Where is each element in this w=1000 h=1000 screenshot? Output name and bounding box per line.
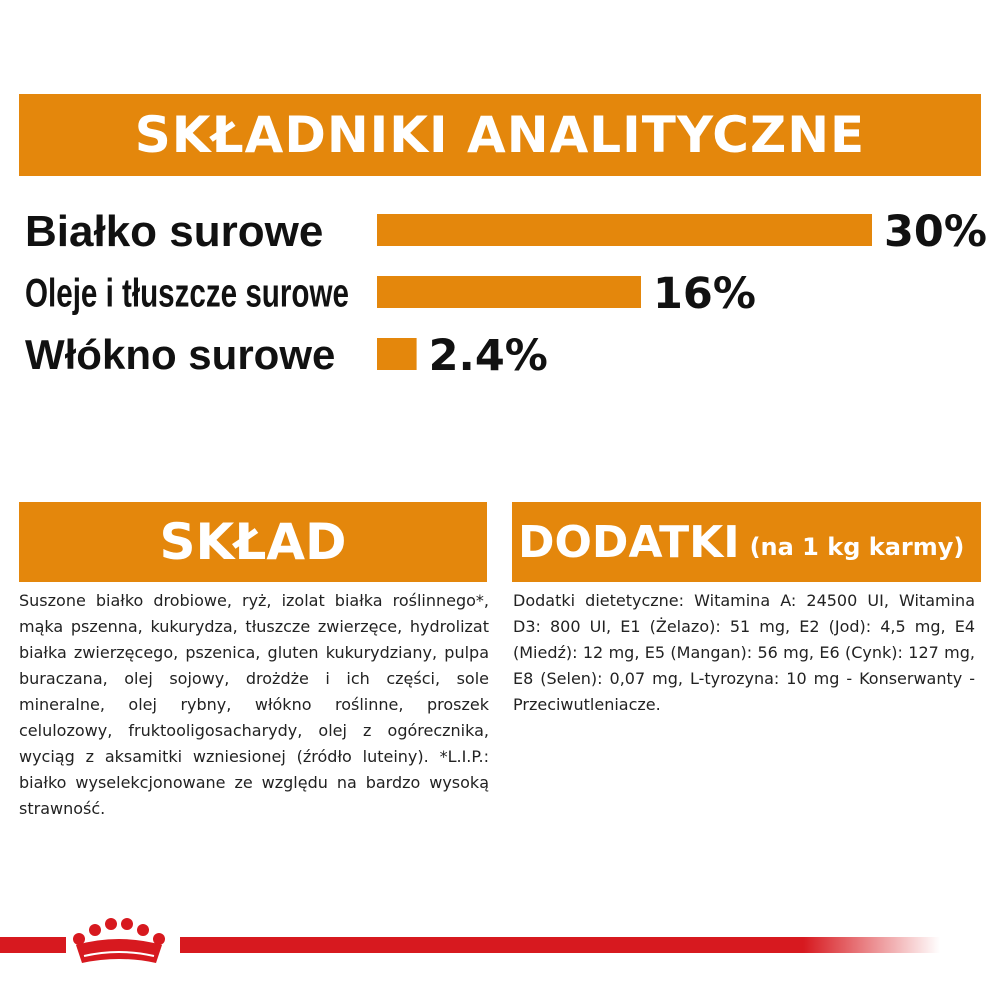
bar bbox=[377, 276, 641, 308]
additives-subtitle: (na 1 kg karmy) bbox=[749, 533, 965, 561]
analytical-constituents-chart bbox=[0, 190, 1000, 390]
footer-stripe-left bbox=[0, 937, 66, 953]
composition-text: Suszone białko drobiowe, ryż, izolat białka roślinnego*, mąka pszenna, kukurydza, tłuszcze zwierzęce, hydrolizat białka zwierzęcego, pszenica, gluten kukurydziany, pulpa buraczana, olej sojowy, drożdże i ich części, sole mineralne, olej rybny, włókno roślinne, proszek celulozowy, fruktooligosacharydy, olej z ogórecznika, wyciąg z aksamitki wzniesionej (źródło luteiny). *L.I.P.: białko wyselekcjonowane ze względu na bardzo wysoką strawność. bbox=[19, 591, 489, 818]
footer-brand-stripe bbox=[0, 915, 1000, 975]
composition-banner bbox=[19, 502, 487, 582]
category-label: Włókno surowe bbox=[25, 331, 336, 379]
footer-svg bbox=[0, 915, 1000, 975]
bar bbox=[377, 338, 417, 370]
bar bbox=[377, 214, 872, 246]
chart-svg bbox=[0, 190, 1000, 390]
additives-banner bbox=[512, 502, 981, 582]
analytical-constituents-banner bbox=[19, 94, 981, 176]
additives-title: DODATKI bbox=[518, 516, 740, 568]
category-label: Oleje i tłuszcze surowe bbox=[25, 271, 349, 316]
crown-logo-icon bbox=[73, 918, 165, 963]
footer-stripe-right bbox=[180, 937, 940, 953]
value-label: 30% bbox=[884, 207, 987, 257]
composition-title: SKŁAD bbox=[159, 513, 347, 571]
analytical-constituents-title: SKŁADNIKI ANALITYCZNE bbox=[134, 106, 866, 164]
additives-text: Dodatki dietetyczne: Witamina A: 24500 UI, Witamina D3: 800 UI, E1 (Żelazo): 51 mg, E2 (Jod): 4,5 mg, E4 (Miedź): 12 mg, E5 (Mangan): 56 mg, E6 (Cynk): 127 mg, E8 (Selen): 0,07 mg, L-tyrozyna: 10 mg - Konserwanty - Przeciwutleniacze. bbox=[513, 591, 975, 714]
value-label: 2.4% bbox=[428, 331, 548, 381]
value-label: 16% bbox=[653, 269, 756, 319]
category-label: Białko surowe bbox=[25, 206, 324, 256]
